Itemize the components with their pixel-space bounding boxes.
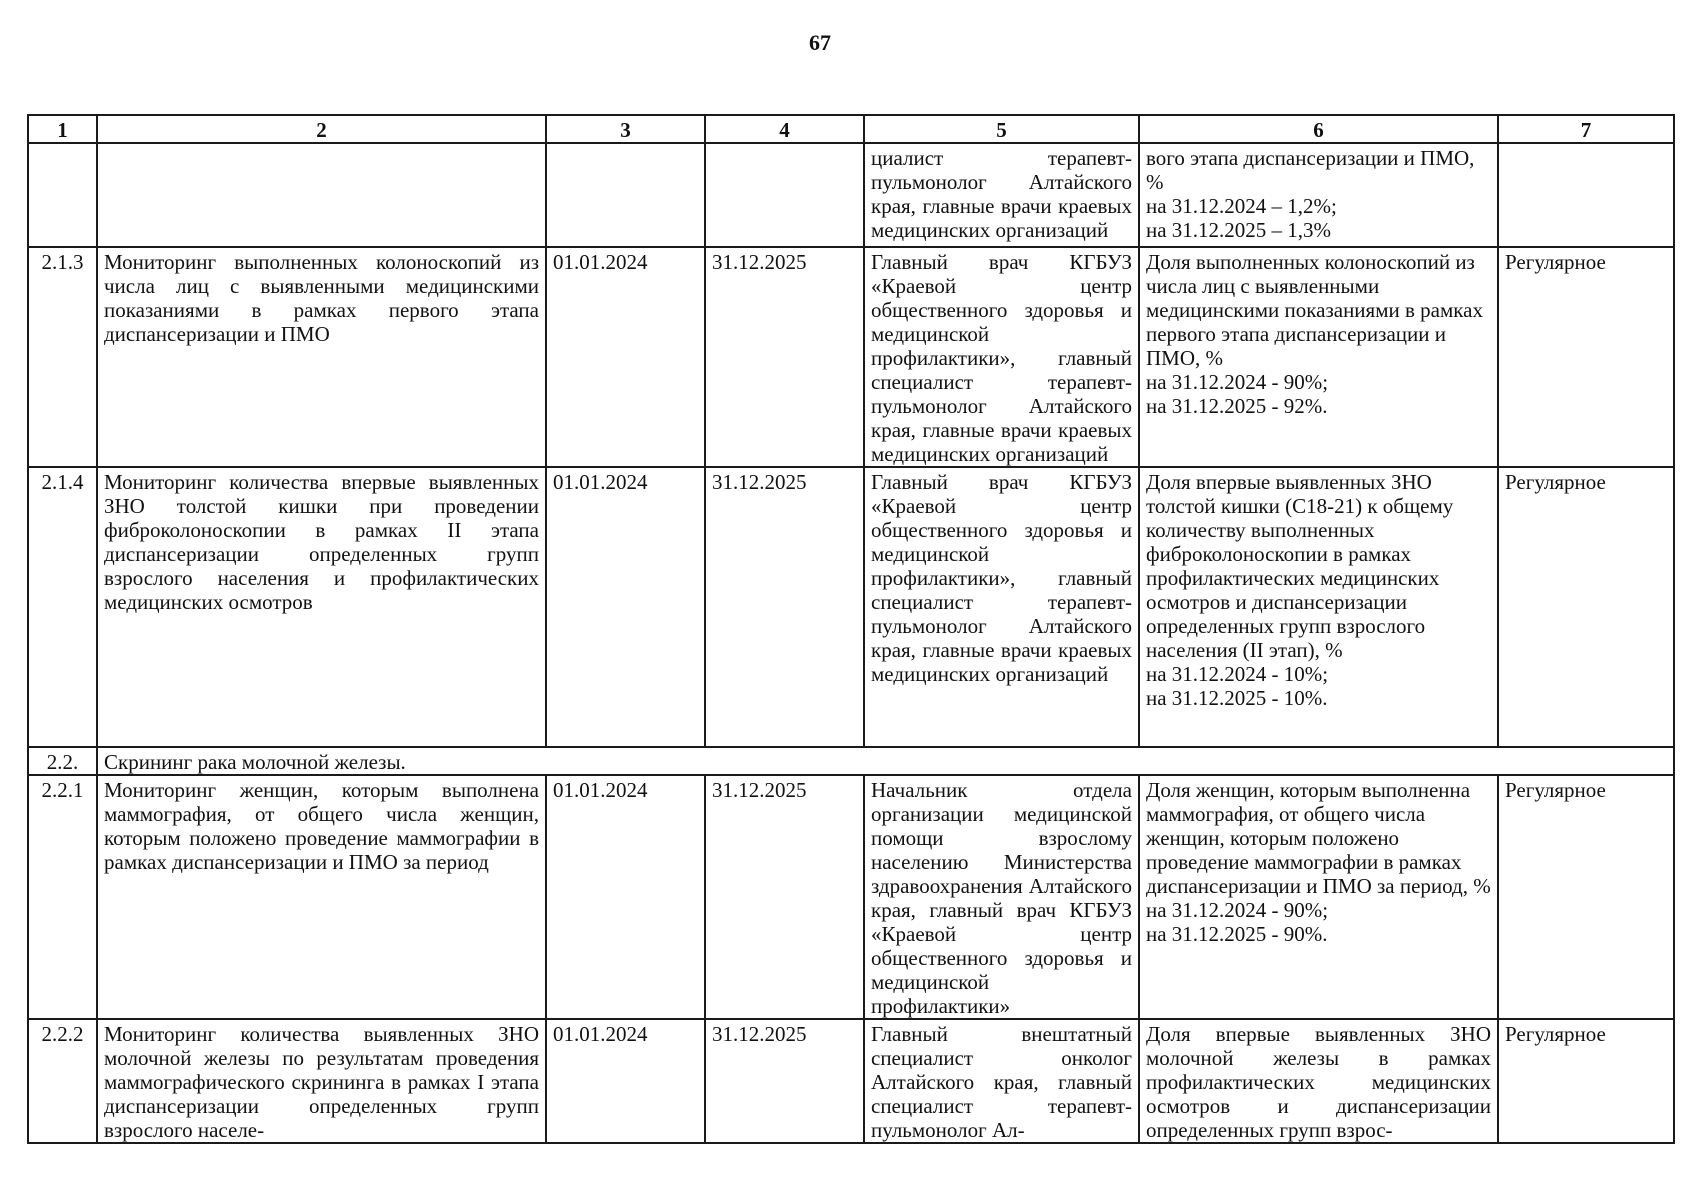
indicator [1139,247,1498,467]
indicator-target: на 31.12.2024 - 90%; [1146,370,1329,394]
indicator-target: на 31.12.2025 - 10%. [1146,686,1328,710]
indicator-target: на 31.12.2025 - 90%. [1146,922,1328,946]
indicator [1139,775,1498,1019]
start-date: 01.01.2024 [546,1019,705,1143]
end-date: 31.12.2025 [705,247,864,467]
responsible: Главный врач КГБУЗ «Краевой центр общественного здоровья и медицинской профилактики», главный специалист терапевт-пульмонолог Алтайского края, главные врачи краевых медицинских организаций [864,467,1139,747]
start-date [546,143,705,247]
responsible: Начальник отдела организации медицинской помощи взрослому населению Министерства здравоохранения Алтайского края, главный врач КГБУЗ «Краевой центр общественного здоровья и медицинской профилактики» [864,775,1139,1019]
table-row [28,775,1674,1019]
table-row [28,1019,1674,1143]
status: Регулярное [1498,247,1674,467]
measure-name: Мониторинг количества впервые выявленных ЗНО толстой кишки при проведении фиброколоноскопии в рамках II этапа диспансеризации определенных групп взрослого населения и профилактических медицинских осмотров [97,467,546,747]
column-header: 2 [97,115,546,143]
indicator-target: на 31.12.2024 - 10%; [1146,662,1329,686]
measure-name [97,143,546,247]
responsible: циалист терапевт-пульмонолог Алтайского края, главные врачи краевых медицинских организаций [864,143,1139,247]
end-date: 31.12.2025 [705,775,864,1019]
status [1498,143,1674,247]
measure-name: Мониторинг выполненных колоноскопий из числа лиц с выявленными медицинскими показаниями в рамках первого этапа диспансеризации и ПМО [97,247,546,467]
measure-name: Мониторинг женщин, которым выполнена маммография, от общего числа женщин, которым положено проведение маммографии в рамках диспансеризации и ПМО за период [97,775,546,1019]
end-date: 31.12.2025 [705,467,864,747]
indicator-text: Доля впервые выявленных ЗНО толстой кишки (C18-21) к общему количеству выполненных фиброколоноскопии в рамках профилактических медицинских осмотров и диспансеризации определенных групп взрослого населения (II этап), % [1146,470,1454,662]
responsible: Главный внештатный специалист онколог Алтайского края, главный специалист терапевт-пульмонолог Ал- [864,1019,1139,1143]
section-number: 2.2. [28,747,97,775]
column-header: 6 [1139,115,1498,143]
header-row [28,115,1674,143]
column-header: 5 [864,115,1139,143]
column-header: 7 [1498,115,1674,143]
indicator [1139,143,1498,247]
row-number [28,143,97,247]
start-date: 01.01.2024 [546,247,705,467]
indicator-text: Доля выполненных колоноскопий из числа лиц с выявленными медицинскими показаниями в рамках первого этапа диспансеризации и ПМО, % [1146,250,1483,370]
column-header: 1 [28,115,97,143]
section-row [28,747,1674,775]
table-row [28,467,1674,747]
responsible: Главный врач КГБУЗ «Краевой центр общественного здоровья и медицинской профилактики», главный специалист терапевт-пульмонолог Алтайского края, главные врачи краевых медицинских организаций [864,247,1139,467]
row-number: 2.2.1 [28,775,97,1019]
status: Регулярное [1498,467,1674,747]
section-title: Скрининг рака молочной железы. [97,747,1674,775]
start-date: 01.01.2024 [546,467,705,747]
column-header: 4 [705,115,864,143]
indicator-text: Доля женщин, которым выполненна маммография, от общего числа женщин, которым положено проведение маммографии в рамках диспансеризации и ПМО за период, % [1146,778,1491,898]
row-number: 2.1.4 [28,467,97,747]
row-number: 2.1.3 [28,247,97,467]
end-date: 31.12.2025 [705,1019,864,1143]
plan-table [27,114,1675,1144]
indicator-text: Доля впервые выявленных ЗНО молочной железы в рамках профилактических медицинских осмотров и диспансеризации определенных групп взрос- [1146,1022,1491,1142]
column-header: 3 [546,115,705,143]
end-date [705,143,864,247]
indicator-target: на 31.12.2025 - 92%. [1146,394,1328,418]
table-row [28,143,1674,247]
indicator-target: на 31.12.2025 – 1,3% [1146,218,1332,242]
indicator-target: на 31.12.2024 – 1,2%; [1146,194,1337,218]
indicator-text: вого этапа диспансеризации и ПМО, % [1146,146,1475,194]
table-row [28,247,1674,467]
measure-name: Мониторинг количества выявленных ЗНО молочной железы по результатам проведения маммографического скрининга в рамках I этапа диспансеризации определенных групп взрослого населе- [97,1019,546,1143]
row-number: 2.2.2 [28,1019,97,1143]
indicator [1139,467,1498,747]
indicator-target: на 31.12.2024 - 90%; [1146,898,1329,922]
page-number: 67 [809,30,831,55]
indicator [1139,1019,1498,1143]
status: Регулярное [1498,775,1674,1019]
start-date: 01.01.2024 [546,775,705,1019]
status: Регулярное [1498,1019,1674,1143]
